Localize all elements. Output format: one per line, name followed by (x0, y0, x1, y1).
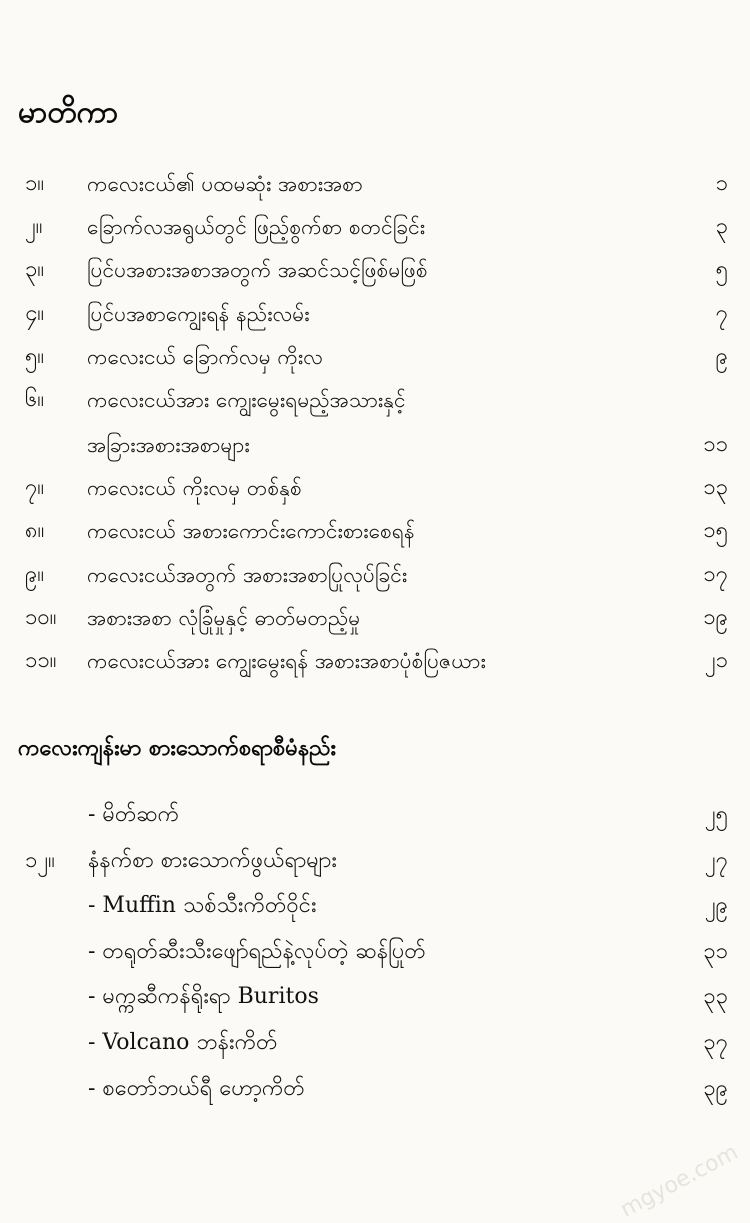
toc-row (0, 556, 750, 599)
chapter-title-continued: အခြားအစားအစာများ (87, 432, 250, 457)
chapter-title: ကလေးငယ် အစားကောင်းကောင်းစားစေရန် (87, 519, 415, 544)
page-number: ၁၁ (703, 431, 728, 457)
page-number: ၂၇ (704, 847, 728, 873)
page-number: ၁၃ (703, 475, 728, 501)
page-number: ၃၁ (703, 938, 728, 964)
chapter-title: ခြောက်လအရွယ်တွင် ဖြည့်စွက်စာ စတင်ခြင်း (87, 215, 426, 240)
toc-row (0, 933, 750, 979)
toc-row (0, 381, 750, 426)
recipe-title: နံနက်စာ စားသောက်ဖွယ်ရာများ (88, 847, 337, 873)
chapter-title: ကလေးငယ် ကိုးလမှ တစ်နှစ် (87, 476, 302, 501)
toc-row (0, 1024, 750, 1070)
page-number: ၂၁ (704, 647, 728, 673)
chapter-title: ကလေးငယ် ခြောက်လမှ ကိုးလ (87, 344, 323, 369)
chapter-title: ပြင်ပအစားအစာအတွက် အဆင်သင့်ဖြစ်မဖြစ် (87, 258, 428, 283)
toc-row (0, 338, 750, 381)
page-number: ၃၃ (703, 984, 728, 1010)
chapter-title: ပြင်ပအစာကျွေးရန် နည်းလမ်း (87, 301, 310, 326)
chapter-number: ၁၀။ (25, 604, 57, 630)
toc-row (0, 295, 750, 338)
page-number: ၂၅ (704, 802, 728, 827)
toc-row (0, 426, 750, 469)
toc-row (0, 251, 750, 294)
chapter-number: ၁။ (25, 171, 45, 196)
toc-row (0, 887, 750, 933)
chapter-number: ၂။ (25, 214, 43, 240)
chapter-number: ၁၁။ (25, 647, 57, 673)
page-number: ၁၉ (703, 604, 728, 630)
chapter-list (0, 165, 750, 685)
toc-row (0, 842, 750, 888)
recipes-heading: ကလေးကျန်းမာ စားသောက်စရာစီမံနည်း (18, 736, 337, 761)
recipe-title: - Volcano ဘန်းကိတ် (88, 1029, 278, 1055)
chapter-title: ကလေးငယ်အား ကျွေးမွေးရန် အစားအစာပုံစံပြဇယား (87, 648, 486, 673)
chapter-number: ၆။ (25, 386, 45, 412)
toc-row (0, 165, 750, 208)
chapter-title: ကလေးငယ်အား ကျွေးမွေးရမည့်အသားနှင့် (87, 387, 406, 412)
page-number: ၁၇ (703, 561, 728, 587)
toc-row (0, 1070, 750, 1116)
toc-row (0, 469, 750, 512)
chapter-number: ၅။ (25, 343, 45, 369)
toc-row (0, 208, 750, 251)
page-number: ၃၉ (703, 1075, 728, 1101)
watermark: mgyoe.com (616, 1139, 742, 1223)
chapter-title: ကလေးငယ်အတွက် အစားအစာပြုလုပ်ခြင်း (87, 562, 408, 587)
page-number: ၁၅ (703, 518, 728, 544)
page-number: ၃၇ (703, 1029, 728, 1055)
toc-row (0, 512, 750, 555)
chapter-title: ကလေးငယ်၏ ပထမဆုံး အစားအစာ (87, 172, 363, 196)
toc-row (0, 642, 750, 685)
chapter-title: အစားအစာ လုံခြုံမှုနှင့် ဓာတ်မတည့်မှု (87, 605, 361, 630)
chapter-number: ၄။ (25, 300, 45, 326)
page-number: ၅ (715, 257, 728, 283)
contents-heading: မာတိကာ (18, 95, 119, 130)
toc-row (0, 796, 750, 842)
chapter-number: ၇။ (25, 475, 45, 501)
chapter-number: ၁၂။ (25, 847, 55, 873)
recipe-title: - တရုတ်ဆီးသီးဖျော်ရည်နဲ့လုပ်တဲ့ ဆန်ပြုတ် (88, 938, 426, 964)
toc-row (0, 599, 750, 642)
recipe-list (0, 796, 750, 1115)
chapter-number: ၉။ (25, 561, 45, 587)
page-number: ၇ (715, 300, 728, 326)
recipe-title: - Muffin သစ်သီးကိတ်ဝိုင်း (88, 893, 317, 919)
toc-row (0, 978, 750, 1024)
page-number: ၉ (715, 343, 728, 369)
chapter-number: ၃။ (25, 257, 45, 283)
recipe-title: - မက္ကဆီကန်ရိုးရာ Buritos (88, 984, 319, 1010)
chapter-number: ၈။ (25, 518, 45, 544)
page-number: ၂၉ (704, 893, 728, 919)
recipe-title: - စတော်ဘယ်ရီ ဟော့ကိတ် (88, 1075, 305, 1101)
recipe-title: - မိတ်ဆက် (88, 802, 180, 827)
page-number: ၁ (715, 171, 728, 196)
page-number: ၃ (715, 214, 728, 240)
